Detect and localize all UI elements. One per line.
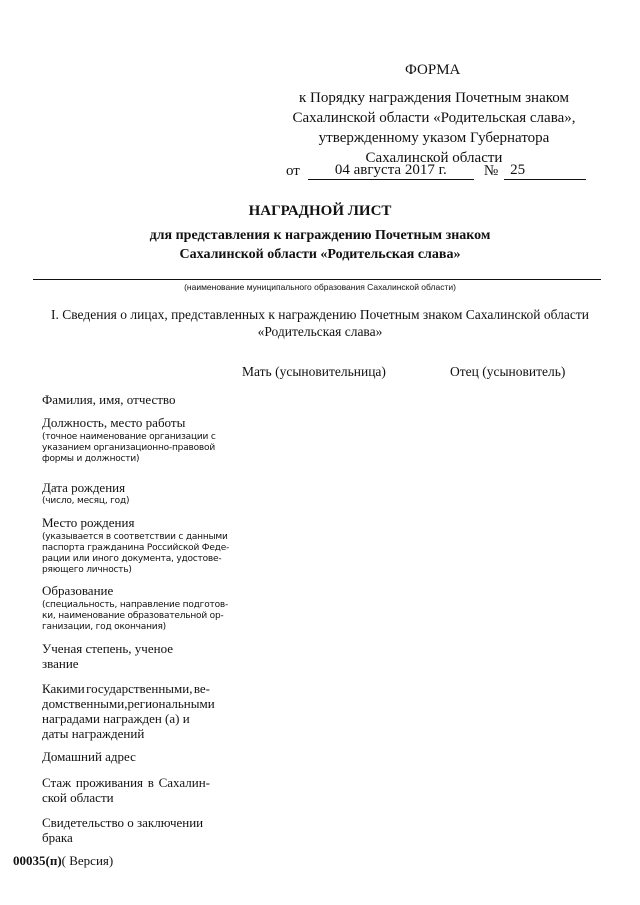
field-birth-place-note: (указывается в соответствии с данными паспорта гражданина Российской Феде- рации или иного документа, удостове- ряющего личность) <box>42 532 230 575</box>
field-birth-date: Дата рождения <box>42 480 126 495</box>
form-label: ФОРМА <box>405 62 461 78</box>
field-job-note: (точное наименование организации с указанием организационно-правовой формы и должности) <box>42 432 216 464</box>
subtitle-line-2: Сахалинской области «Родительская слава» <box>179 247 461 262</box>
field-education-note: (специальность, направление подготов- ки, наименование образовательной ор- ганизации, год окончания) <box>42 600 229 632</box>
field-residence: Стаж проживания в Сахалин- ской области <box>42 775 210 805</box>
number-label: № <box>483 163 499 179</box>
document-title: НАГРАДНОЙ ЛИСТ <box>248 203 392 219</box>
section-1-heading-cont: «Родительская слава» <box>257 324 383 339</box>
field-job: Должность, место работы <box>42 415 186 430</box>
field-education: Образование <box>42 583 114 598</box>
document-code: 00035(п)( Версия) <box>13 853 114 868</box>
header-line-1: к Порядку награждения Почетным знаком <box>299 90 569 106</box>
subtitle-line-1: для представления к награждению Почетным знаком <box>149 228 491 243</box>
header-line-3: утвержденному указом Губернатора <box>318 130 550 146</box>
field-birth-date-note: (число, месяц, год) <box>42 496 130 506</box>
field-fio: Фамилия, имя, отчество <box>42 392 176 407</box>
decree-date-line <box>286 162 586 180</box>
field-marriage: Свидетельство о заключении брака <box>42 815 204 845</box>
date-prefix: от <box>286 163 300 179</box>
decree-date: 04 августа 2017 г. <box>308 162 474 180</box>
field-birth-place: Место рождения <box>42 515 135 530</box>
section-1-heading: I. Сведения о лицах, представленных к награждению Почетным знаком Сахалинской области <box>51 307 589 322</box>
field-address: Домашний адрес <box>42 749 136 764</box>
column-mother: Мать (усыновительница) <box>242 364 386 379</box>
municipality-line <box>33 279 601 280</box>
column-father: Отец (усыновитель) <box>450 364 566 379</box>
municipality-caption: (наименование муниципального образования Сахалинской области) <box>184 282 456 292</box>
header-line-4: Сахалинской области <box>365 150 503 166</box>
field-degree: Ученая степень, ученое звание <box>42 641 173 671</box>
decree-number: 25 <box>504 162 586 180</box>
header-line-2: Сахалинской области «Родительская слава», <box>292 110 576 126</box>
field-awards: Какими государственными, ве- домственными, региональными наградами награжден (а) и даты награждений <box>42 681 215 741</box>
